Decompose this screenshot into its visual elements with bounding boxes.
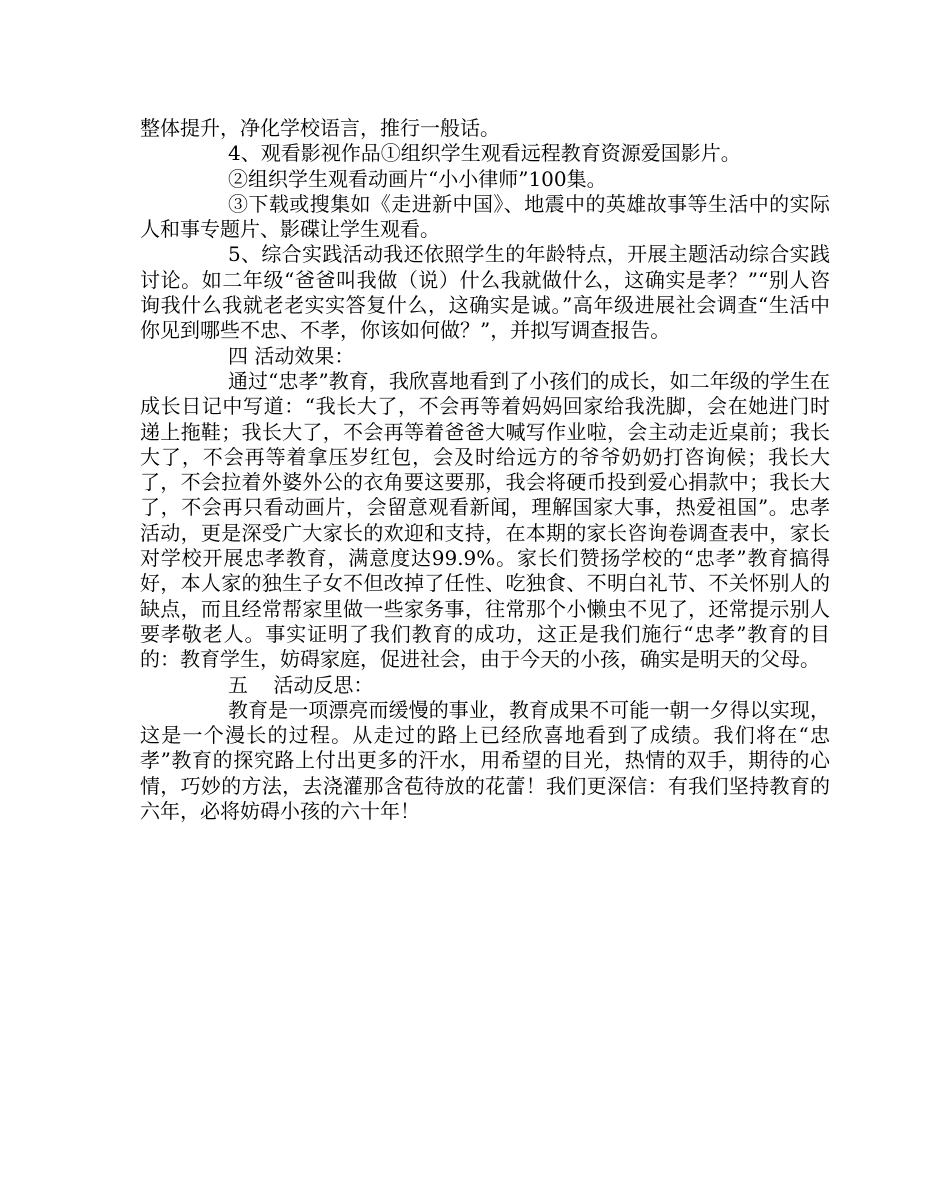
paragraph-activity-effect: 通过“忠孝”教育，我欣喜地看到了小孩们的成长，如二年级的学生在成长日记中写道：“我长大了，不会再等着妈妈回家给我洗脚，会在她进门时递上拖鞋；我长大了，不会再等着爸爸大喊写作业啦，会主动走近桌前；我长大了，不会再等着拿压岁红包，会及时给远方的爷爷奶奶打咨询候；我长大了，不会拉着外婆外公的衣角要这要那，我会将硬币投到爱心捐款中；我长大了，不会再只看动画片，会留意观看新闻，理解国家大事，热爱祖国”。忠孝活动，更是深受广大家长的欢迎和支持，在本期的家长咨询卷调查表中，家长对学校开展忠孝教育，满意度达99.9%。家长们赞扬学校的“忠孝”教育搞得好，本人家的独生子女不但改掉了任性、吃独食、不明白礼节、不关怀别人的缺点，而且经常帮家里做一些家务事，往常那个小懒虫不见了，还常提示别人要孝敬老人。事实证明了我们教育的成功，这正是我们施行“忠孝”教育的目的：教育学生，妨碍家庭，促进社会，由于今天的小孩，确实是明天的父母。 xyxy=(140,368,830,672)
paragraph-item-4-3: ③下载或搜集如《走进新中国》、地震中的英雄故事等生活中的实际人和事专题片、影碟让学生观看。 xyxy=(140,191,830,242)
section-heading-5: 五 活动反思： xyxy=(228,672,374,697)
paragraph-item-4: 4、观看影视作品①组织学生观看远程教育资源爱国影片。 xyxy=(228,141,741,166)
paragraph-continuation: 整体提升，净化学校语言，推行一般话。 xyxy=(140,116,500,140)
paragraph-activity-reflection: 教育是一项漂亮而缓慢的事业，教育成果不可能一朝一夕得以实现，这是一个漫长的过程。从走过的路上已经欣喜地看到了成绩。我们将在“忠孝”教育的探究路上付出更多的汗水，用希望的目光，热情的双手，期待的心情，巧妙的方法，去浇灌那含苞待放的花蕾！我们更深信：有我们坚持教育的六年，必将妨碍小孩的六十年！ xyxy=(140,697,830,824)
section-heading-4: 四 活动效果： xyxy=(228,343,355,368)
paragraph-item-4-2: ②组织学生观看动画片“小小律师”100集。 xyxy=(228,166,607,191)
document-body xyxy=(140,116,830,824)
paragraph-item-5: 5、综合实践活动我还依照学生的年龄特点，开展主题活动综合实践讨论。如二年级“爸爸叫我做（说）什么我就做什么，这确实是孝？”“别人咨询我什么我就老老实实答复什么，这确实是诚。”高年级进展社会调查“生活中你见到哪些不忠、不孝，你该如何做？”，并拟写调查报告。 xyxy=(140,242,830,343)
